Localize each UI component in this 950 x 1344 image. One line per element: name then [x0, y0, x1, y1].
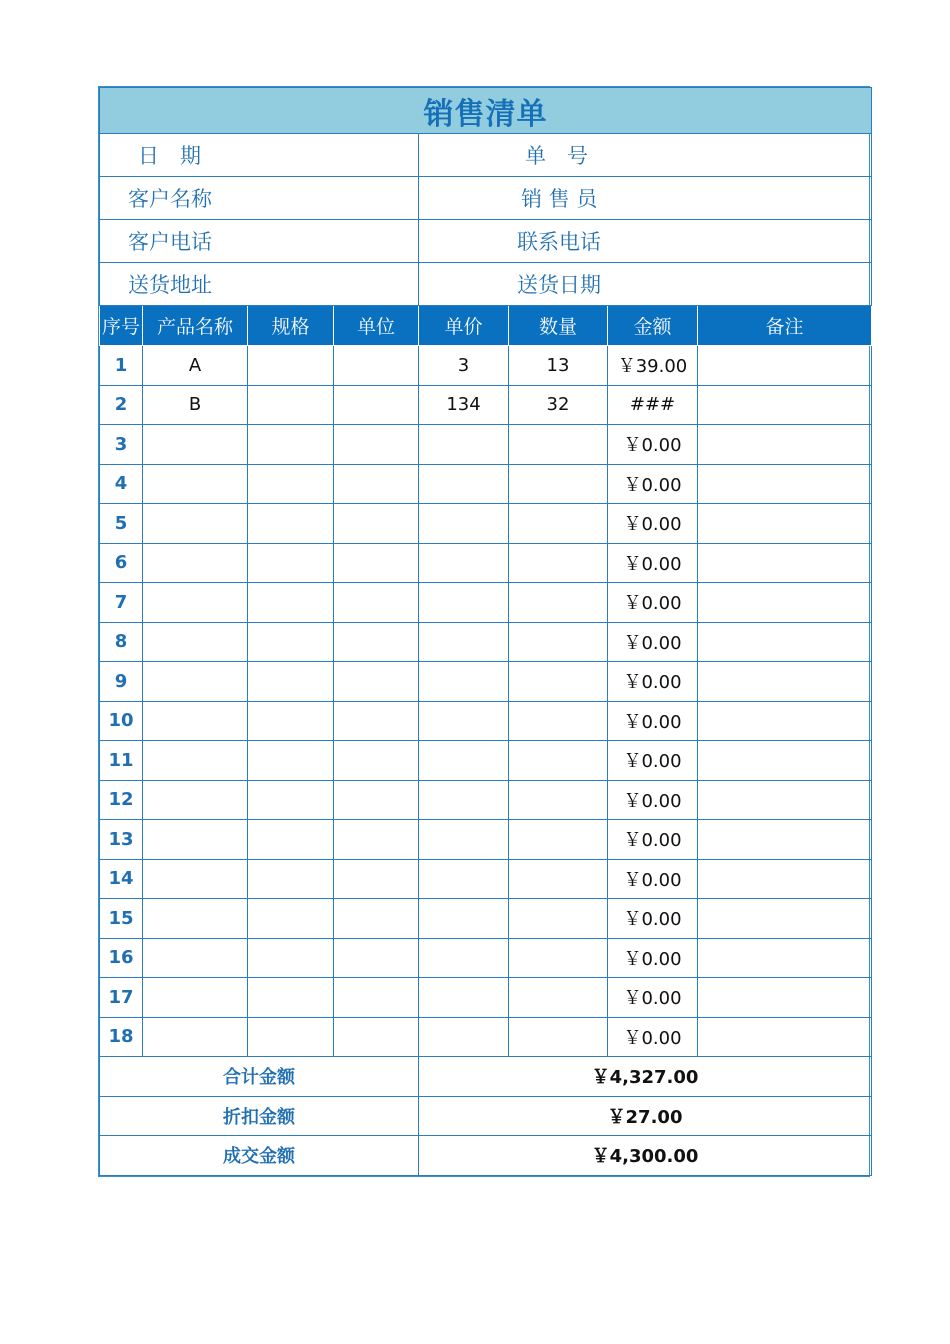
quantity-cell[interactable]: [509, 543, 608, 583]
row-index-cell[interactable]: 15: [100, 899, 143, 939]
unit-cell[interactable]: [334, 701, 419, 741]
row-index-cell[interactable]: 14: [100, 859, 143, 899]
note-cell[interactable]: [698, 504, 872, 544]
quantity-cell[interactable]: [509, 464, 608, 504]
unit-price-cell[interactable]: [419, 859, 509, 899]
product-name-cell[interactable]: [143, 464, 248, 504]
spec-cell[interactable]: [248, 701, 334, 741]
spec-cell[interactable]: [248, 425, 334, 465]
row-index-cell[interactable]: 10: [100, 701, 143, 741]
row-index-cell[interactable]: 6: [100, 543, 143, 583]
product-name-cell[interactable]: [143, 741, 248, 781]
table-row: [100, 701, 872, 741]
product-name-cell[interactable]: [143, 820, 248, 860]
spec-cell[interactable]: [248, 504, 334, 544]
unit-price-cell[interactable]: [419, 899, 509, 939]
sales-list-table: [99, 87, 872, 1176]
row-index-cell[interactable]: 5: [100, 504, 143, 544]
product-name-cell[interactable]: [143, 662, 248, 702]
spec-cell[interactable]: [248, 464, 334, 504]
quantity-cell[interactable]: [509, 938, 608, 978]
amount-cell[interactable]: ￥0.00: [608, 741, 698, 781]
final-amount-label: 成交金额: [100, 1136, 419, 1176]
amount-cell[interactable]: ￥0.00: [608, 662, 698, 702]
unit-price-cell[interactable]: [419, 978, 509, 1018]
unit-cell[interactable]: [334, 464, 419, 504]
amount-cell[interactable]: ￥0.00: [608, 543, 698, 583]
delivery-address-label: 送货地址: [100, 263, 419, 306]
spec-cell[interactable]: [248, 820, 334, 860]
table-row: [100, 741, 872, 781]
sheet-title: 销售清单: [100, 88, 872, 134]
spec-cell[interactable]: [248, 899, 334, 939]
unit-cell[interactable]: [334, 938, 419, 978]
table-row: [100, 622, 872, 662]
amount-cell[interactable]: ￥0.00: [608, 425, 698, 465]
col-header-quantity: 数量: [509, 306, 608, 346]
table-row: [100, 464, 872, 504]
total-amount-label: 合计金额: [100, 1057, 419, 1097]
discount-amount-row: [100, 1096, 872, 1136]
col-header-note: 备注: [698, 306, 872, 346]
unit-cell[interactable]: [334, 543, 419, 583]
note-cell[interactable]: [698, 464, 872, 504]
unit-cell[interactable]: [334, 899, 419, 939]
row-index-cell[interactable]: 1: [100, 346, 143, 386]
amount-cell[interactable]: ￥0.00: [608, 701, 698, 741]
spec-cell[interactable]: [248, 741, 334, 781]
unit-price-cell[interactable]: [419, 741, 509, 781]
note-cell[interactable]: [698, 425, 872, 465]
unit-price-cell[interactable]: [419, 464, 509, 504]
amount-cell[interactable]: ###: [608, 385, 698, 425]
quantity-cell[interactable]: [509, 622, 608, 662]
quantity-cell[interactable]: [509, 859, 608, 899]
table-row: [100, 425, 872, 465]
row-index-cell[interactable]: 4: [100, 464, 143, 504]
unit-cell[interactable]: [334, 741, 419, 781]
unit-price-cell[interactable]: 134: [419, 385, 509, 425]
spec-cell[interactable]: [248, 780, 334, 820]
unit-price-cell[interactable]: [419, 622, 509, 662]
quantity-cell[interactable]: [509, 741, 608, 781]
unit-price-cell[interactable]: [419, 701, 509, 741]
spec-cell[interactable]: [248, 583, 334, 623]
spec-cell[interactable]: [248, 662, 334, 702]
product-name-cell[interactable]: [143, 543, 248, 583]
col-header-spec: 规格: [248, 306, 334, 346]
quantity-cell[interactable]: [509, 978, 608, 1018]
product-name-cell[interactable]: [143, 622, 248, 662]
quantity-cell[interactable]: [509, 425, 608, 465]
note-cell[interactable]: [698, 701, 872, 741]
col-header-unit-price: 单价: [419, 306, 509, 346]
column-header-row: [100, 306, 872, 346]
spec-cell[interactable]: [248, 385, 334, 425]
product-name-cell[interactable]: A: [143, 346, 248, 386]
total-amount-value[interactable]: ￥4,327.00: [419, 1057, 872, 1097]
quantity-cell[interactable]: [509, 701, 608, 741]
row-index-cell[interactable]: 9: [100, 662, 143, 702]
row-index-cell[interactable]: 3: [100, 425, 143, 465]
customer-phone-label: 客户电话: [100, 220, 419, 263]
note-cell[interactable]: [698, 741, 872, 781]
unit-cell[interactable]: [334, 859, 419, 899]
spec-cell[interactable]: [248, 978, 334, 1018]
amount-cell[interactable]: ￥0.00: [608, 938, 698, 978]
table-row: [100, 1017, 872, 1057]
note-cell[interactable]: [698, 859, 872, 899]
row-index-cell[interactable]: 8: [100, 622, 143, 662]
contact-phone-label: 联系电话: [419, 220, 872, 263]
amount-cell[interactable]: ￥39.00: [608, 346, 698, 386]
quantity-cell[interactable]: [509, 662, 608, 702]
product-name-cell[interactable]: [143, 978, 248, 1018]
amount-cell[interactable]: ￥0.00: [608, 504, 698, 544]
unit-cell[interactable]: [334, 820, 419, 860]
col-header-amount: 金额: [608, 306, 698, 346]
spec-cell[interactable]: [248, 938, 334, 978]
row-index-cell[interactable]: 11: [100, 741, 143, 781]
unit-price-cell[interactable]: 3: [419, 346, 509, 386]
amount-cell[interactable]: ￥0.00: [608, 859, 698, 899]
row-index-cell[interactable]: 2: [100, 385, 143, 425]
product-name-cell[interactable]: [143, 425, 248, 465]
spec-cell[interactable]: [248, 1017, 334, 1057]
quantity-cell[interactable]: 32: [509, 385, 608, 425]
quantity-cell[interactable]: [509, 583, 608, 623]
note-cell[interactable]: [698, 583, 872, 623]
unit-cell[interactable]: [334, 583, 419, 623]
unit-price-cell[interactable]: [419, 820, 509, 860]
table-row: [100, 543, 872, 583]
row-index-cell[interactable]: 12: [100, 780, 143, 820]
note-cell[interactable]: [698, 385, 872, 425]
table-row: [100, 899, 872, 939]
unit-cell[interactable]: [334, 1017, 419, 1057]
product-name-cell[interactable]: [143, 938, 248, 978]
salesperson-label: 销 售 员: [419, 177, 872, 220]
note-cell[interactable]: [698, 543, 872, 583]
note-cell[interactable]: [698, 820, 872, 860]
amount-cell[interactable]: ￥0.00: [608, 1017, 698, 1057]
note-cell[interactable]: [698, 1017, 872, 1057]
unit-cell[interactable]: [334, 504, 419, 544]
unit-price-cell[interactable]: [419, 662, 509, 702]
product-name-cell[interactable]: [143, 583, 248, 623]
table-row: [100, 978, 872, 1018]
unit-cell[interactable]: [334, 662, 419, 702]
note-cell[interactable]: [698, 899, 872, 939]
row-index-cell[interactable]: 17: [100, 978, 143, 1018]
quantity-cell[interactable]: [509, 820, 608, 860]
discount-amount-label: 折扣金额: [100, 1096, 419, 1136]
col-header-unit: 单位: [334, 306, 419, 346]
product-name-cell[interactable]: [143, 1017, 248, 1057]
spec-cell[interactable]: [248, 543, 334, 583]
amount-cell[interactable]: ￥0.00: [608, 978, 698, 1018]
table-row: [100, 938, 872, 978]
note-cell[interactable]: [698, 780, 872, 820]
table-row: [100, 859, 872, 899]
table-row: [100, 820, 872, 860]
note-cell[interactable]: [698, 938, 872, 978]
unit-cell[interactable]: [334, 780, 419, 820]
row-index-cell[interactable]: 18: [100, 1017, 143, 1057]
unit-price-cell[interactable]: [419, 543, 509, 583]
unit-price-cell[interactable]: [419, 1017, 509, 1057]
row-index-cell[interactable]: 16: [100, 938, 143, 978]
unit-cell[interactable]: [334, 346, 419, 386]
final-amount-row: [100, 1136, 872, 1176]
unit-price-cell[interactable]: [419, 504, 509, 544]
col-header-product-name: 产品名称: [143, 306, 248, 346]
amount-cell[interactable]: ￥0.00: [608, 780, 698, 820]
note-cell[interactable]: [698, 622, 872, 662]
customer-name-label: 客户名称: [100, 177, 419, 220]
quantity-cell[interactable]: [509, 1017, 608, 1057]
table-row: [100, 780, 872, 820]
product-name-cell[interactable]: [143, 780, 248, 820]
unit-price-cell[interactable]: [419, 583, 509, 623]
product-name-cell[interactable]: [143, 899, 248, 939]
quantity-cell[interactable]: [509, 504, 608, 544]
table-row: [100, 662, 872, 702]
quantity-cell[interactable]: [509, 899, 608, 939]
unit-cell[interactable]: [334, 622, 419, 662]
table-row: [100, 346, 872, 386]
unit-cell[interactable]: [334, 425, 419, 465]
amount-cell[interactable]: ￥0.00: [608, 820, 698, 860]
sales-list-sheet: [98, 86, 870, 1177]
row-index-cell[interactable]: 7: [100, 583, 143, 623]
row-index-cell[interactable]: 13: [100, 820, 143, 860]
unit-price-cell[interactable]: [419, 425, 509, 465]
total-amount-row: [100, 1057, 872, 1097]
note-cell[interactable]: [698, 346, 872, 386]
amount-cell[interactable]: ￥0.00: [608, 622, 698, 662]
table-row: [100, 385, 872, 425]
quantity-cell[interactable]: [509, 780, 608, 820]
final-amount-value[interactable]: ￥4,300.00: [419, 1136, 872, 1176]
unit-price-cell[interactable]: [419, 938, 509, 978]
product-name-cell[interactable]: B: [143, 385, 248, 425]
note-cell[interactable]: [698, 978, 872, 1018]
spec-cell[interactable]: [248, 859, 334, 899]
order-no-label: 单 号: [419, 134, 872, 177]
product-name-cell[interactable]: [143, 504, 248, 544]
amount-cell[interactable]: ￥0.00: [608, 899, 698, 939]
delivery-date-label: 送货日期: [419, 263, 872, 306]
note-cell[interactable]: [698, 662, 872, 702]
amount-cell[interactable]: ￥0.00: [608, 583, 698, 623]
quantity-cell[interactable]: 13: [509, 346, 608, 386]
product-name-cell[interactable]: [143, 701, 248, 741]
unit-price-cell[interactable]: [419, 780, 509, 820]
discount-amount-value[interactable]: ￥27.00: [419, 1096, 872, 1136]
unit-cell[interactable]: [334, 978, 419, 1018]
product-name-cell[interactable]: [143, 859, 248, 899]
spec-cell[interactable]: [248, 622, 334, 662]
unit-cell[interactable]: [334, 385, 419, 425]
table-row: [100, 504, 872, 544]
spec-cell[interactable]: [248, 346, 334, 386]
col-header-index: 序号: [100, 306, 143, 346]
amount-cell[interactable]: ￥0.00: [608, 464, 698, 504]
table-row: [100, 583, 872, 623]
date-label: 日 期: [100, 134, 419, 177]
